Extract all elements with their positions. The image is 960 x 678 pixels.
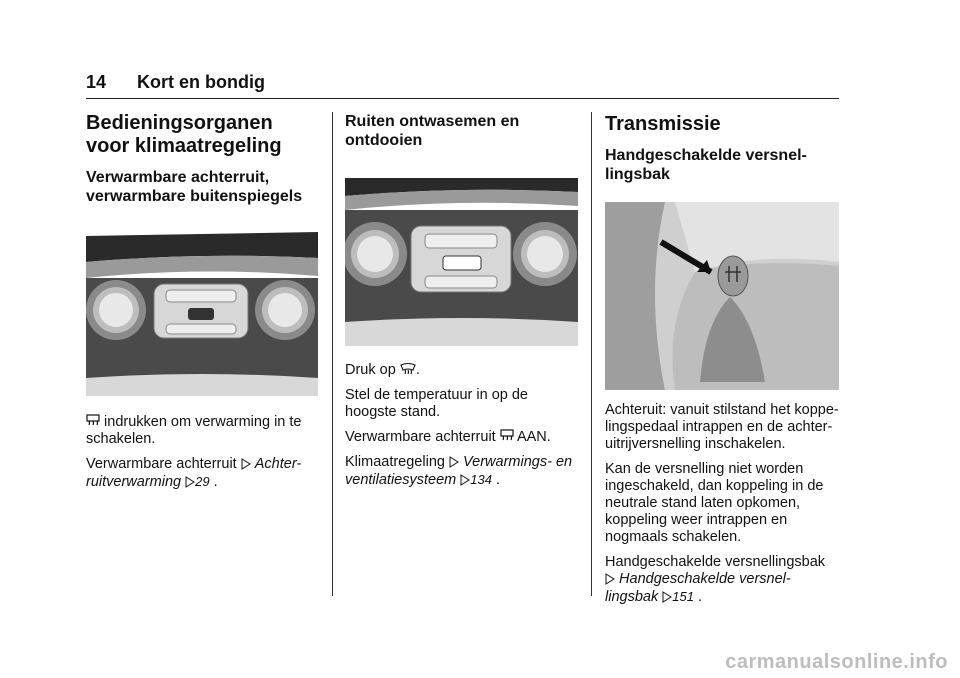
column-divider [332, 112, 333, 596]
climate-control-panel-figure [86, 232, 318, 396]
heated-window-subtitle: Verwarmbare achterruit, verwarmbare buitenspiegels [86, 169, 303, 205]
heat-ref-paragraph: Verwarmbare achterruit Achter-ruitverwarming 29 . [86, 456, 302, 490]
gear-lever-figure [605, 202, 839, 390]
climate-control-panel-closeup-figure [345, 178, 578, 346]
ref-page[interactable]: 151 [672, 589, 694, 604]
ref-link[interactable]: Handgeschakelde versnel-lingsbak [605, 571, 791, 605]
ref-link[interactable]: Achter-ruitverwarming [86, 456, 302, 490]
rear-window-heat-icon [500, 429, 514, 443]
header-rule [86, 98, 839, 99]
page-number: 14 [86, 72, 107, 92]
column-transmission [605, 112, 839, 614]
ref-page[interactable]: 134 [470, 472, 492, 487]
column-divider [591, 112, 592, 596]
ref-triangle-icon [241, 458, 251, 470]
page-header [86, 72, 265, 93]
transmission-title: Transmissie [605, 113, 721, 135]
temp-paragraph: Stel de temperatuur in op de hoogste stand. [345, 387, 528, 420]
ref-page[interactable]: 29 [195, 474, 210, 489]
ref-triangle-icon [185, 476, 195, 488]
watermark: carmanualsonline.info [725, 651, 948, 673]
engage-paragraph: Kan de versnelling niet worden ingeschakeld, dan koppeling in de neutrale stand laten opkomen, koppeling weer intrappen en nogmaals schakelen. [605, 461, 824, 545]
rear-window-heat-icon [86, 414, 100, 428]
ref-triangle-icon [662, 591, 672, 603]
ref-triangle-icon [449, 456, 459, 468]
column-climate [86, 112, 318, 499]
reverse-paragraph: Achteruit: vanuit stilstand het koppe-lingspedaal intrappen en de achter-uitrijversnelling inschakelen. [605, 402, 839, 452]
rear-heat-paragraph: Verwarmbare achterruit AAN. [345, 429, 551, 445]
climate-ref-paragraph: Klimaatregeling Verwarmings- en ventilatiesysteem 134 . [345, 454, 573, 488]
ref-link[interactable]: Verwarmings- en ventilatiesysteem [345, 454, 573, 488]
manual-gearbox-subtitle: Handgeschakelde versnel-lingsbak [605, 147, 807, 183]
press-paragraph: Druk op . [345, 362, 420, 378]
heat-paragraph: indrukken om verwarming in te schakelen. [86, 414, 302, 447]
ref-triangle-icon [605, 573, 615, 585]
defrost-title: Ruiten ontwasemen en ontdooien [345, 113, 520, 149]
gearbox-ref-paragraph: Handgeschakelde versnellingsbak Handgeschakelde versnel-lingsbak 151 . [605, 554, 826, 605]
climate-title: Bedieningsorganen voor klimaatregeling [86, 112, 282, 157]
section-title: Kort en bondig [137, 72, 265, 92]
column-defrost [345, 112, 578, 497]
ref-triangle-icon [460, 474, 470, 486]
windscreen-defrost-icon [400, 362, 416, 376]
